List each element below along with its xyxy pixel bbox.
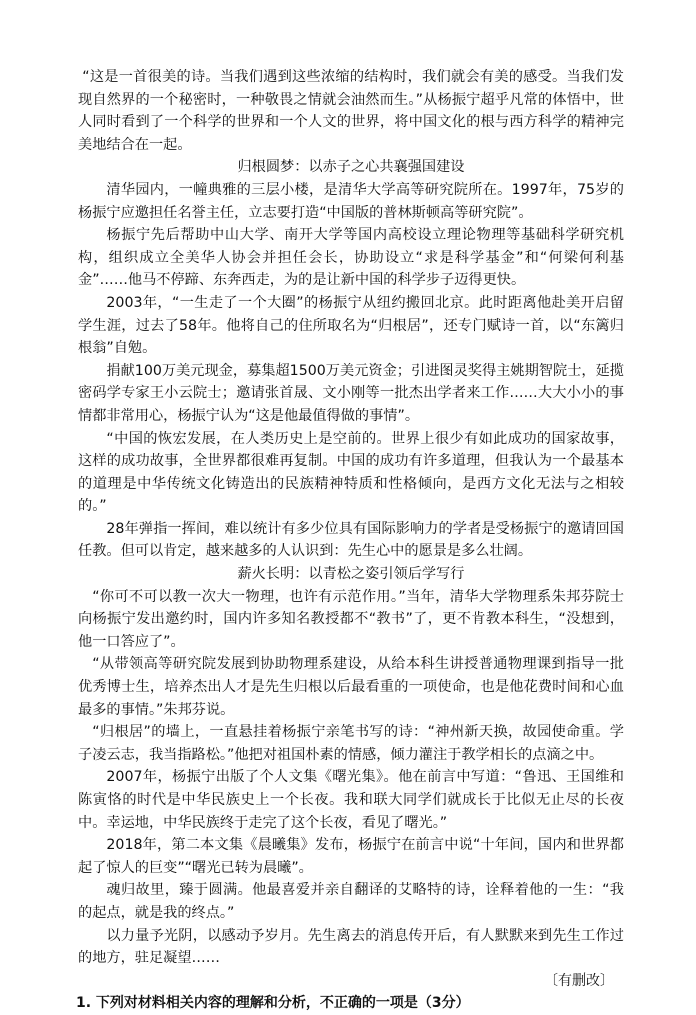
paragraph: 捐献100万美元现金，募集超1500万美元资金；引进图灵奖得主姚期智院士，延揽密码学专家王小云院士；邀请张首晟、文小刚等一批杰出学者来工作……大大小小的事情都非常用心，杨振宁认为“这是他最值得做的事情”。 (78, 362, 624, 424)
paragraph: 2003年，“一生走了一个大圈”的杨振宁从纽约搬回北京。此时距离他赴美开启留学生涯，过去了58年。他将自己的住所取名为“归根居”，还专门赋诗一首，以“东篱归根翁”自勉。 (78, 294, 624, 357)
paragraph: “你可不可以教一次大一物理，也许有示范作用。”当年，清华大学物理系朱邦芬院士向杨振宁发出邀约时，国内许多知名教授都不“教书”了，更不肯教本科生，“没想到，他一口答应了”。 (78, 588, 624, 650)
paragraph: 清华园内，一幢典雅的三层小楼，是清华大学高等研究院所在。1997年，75岁的杨振宁应邀担任名誉主任，立志要打造“中国版的普林斯顿高等研究院”。 (78, 181, 624, 221)
paragraph: 2018年，第二本文集《晨曦集》发布，杨振宁在前言中说“十年间，国内和世界都起了惊人的巨变”“曙光已转为晨曦”。 (78, 837, 624, 876)
paragraph: 28年弹指一挥间，难以统计有多少位具有国际影响力的学者是受杨振宁的邀请回国任教。但可以肯定，越来越多的人认识到：先生心中的愿景是多么壮阔。 (78, 520, 624, 560)
section-heading-1: 归根圆梦：以赤子之心共襄强国建设 (237, 159, 465, 176)
paragraph: “归根居”的墙上，一直悬挂着杨振宁亲笔书写的诗：“神州新天换，故园使命重。学子凌云志，我当指路松。”他把对祖国朴素的情感，倾力灌注于教学相长的点滴之中。 (78, 724, 624, 763)
paragraph: “中国的恢宏发展，在人类历史上是空前的。世界上很少有如此成功的国家故事，这样的成功故事，全世界都很难再复制。中国的成功有许多道理，但我认为一个最基本的道理是中华传统文化铸造出的民族精神特质和性格倾向，是西方文化无法与之相较的。” (78, 430, 624, 515)
paragraph: “从带领高等研究院发展到协助物理系建设，从给本科生讲授普通物理课到指导一批优秀博士生，培养杰出人才是先生归根以后最看重的一项使命，也是他花费时间和心血最多的事情。”朱邦芬说。 (78, 656, 624, 718)
paragraph: 魂归故里，臻于圆满。他最喜爱并亲自翻译的艾略特的诗，诠释着他的一生：“我的起点，就是我的终点。” (78, 882, 624, 921)
article (78, 66, 624, 1015)
section-heading-2: 薪火长明：以青松之姿引领后学写行 (237, 566, 465, 583)
paragraph: 2007年，杨振宁出版了个人文集《曙光集》。他在前言中写道：“鲁迅、王国维和陈寅恪的时代是中华民族史上一个长夜。我和联大同学们就成长于比似无止尽的长夜中。幸运地，中华民族终于走完了这个长夜，看见了曙光。” (78, 769, 624, 831)
paragraph: 以力量予光阴，以感动予岁月。先生离去的消息传开后，有人默默来到先生工作过的地方，驻足凝望…… (78, 927, 624, 967)
question-1: 1. 下列对材料相关内容的理解和分析，不正确的一项是（3分） (76, 995, 470, 1012)
intro-paragraph: “这是一首很美的诗。当我们遇到这些浓缩的结构时，我们就会有美的感受。当我们发现自然界的一个秘密时，一种敬畏之情就会油然而生。”从杨振宁超乎凡常的体悟中，世人同时看到了一个科学的世界和一个人文的世界，将中国文化的根与西方科学的精神完美地结合在一起。 (78, 69, 624, 153)
paragraph: 杨振宁先后帮助中山大学、南开大学等国内高校设立理论物理等基础科学研究机构，组织成立全美华人协会并担任会长，协助设立“求是科学基金”和“何梁何利基金”……他马不停蹄、东奔西走，为的是让新中国的科学步子迈得更快。 (78, 227, 624, 289)
source-note: 〔有删改〕 (544, 972, 614, 989)
